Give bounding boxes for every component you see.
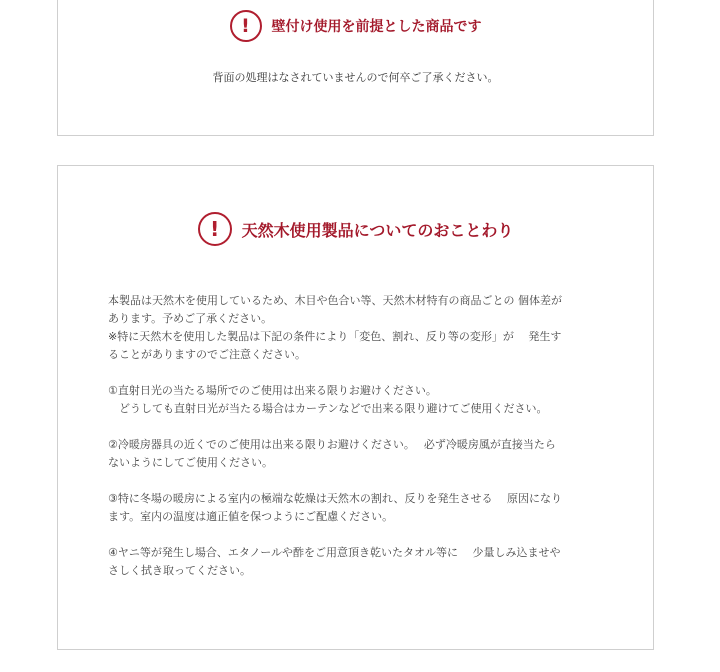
exclamation-circle-icon: ! <box>230 10 262 42</box>
natural-wood-body <box>108 292 608 580</box>
caution-item-1: ①直射日光の当たる場所でのご使用は出来る限りお避けください。 <box>108 384 437 397</box>
wall-mount-heading-text: 壁付け使用を前提とした商品です <box>271 19 482 35</box>
caution-item-3: ③特に冬場の暖房による室内の極端な乾燥は天然木の割れ、反りを発生させる 原因になり <box>108 492 563 505</box>
intro-line: あります。予めご了承ください。 <box>108 312 273 325</box>
wall-mount-note: 背面の処理はなされていませんので何卒ご了承ください。 <box>212 71 499 84</box>
caution-item-4-cont: さしく拭き取ってください。 <box>108 564 251 577</box>
natural-wood-heading <box>58 212 653 246</box>
intro-line: 本製品は天然木を使用しているため、木目や色合い等、天然木材特有の商品ごとの 個体差が <box>108 294 563 307</box>
intro-line: ることがありますのでご注意ください。 <box>108 348 306 361</box>
exclamation-circle-icon: ! <box>198 212 232 246</box>
caution-item-4: ④ヤニ等が発生し場合、エタノールや酢をご用意頂き乾いたタオル等に 少量しみ込ませや <box>108 546 561 559</box>
wall-mount-heading <box>58 10 653 42</box>
caution-item-2: ②冷暖房器具の近くでのご使用は出来る限りお避けください。 必ず冷暖房風が直接当たら <box>108 438 556 451</box>
intro-line: ※特に天然木を使用した製品は下記の条件により「変色、割れ、反り等の変形」が 発生す <box>108 330 562 343</box>
natural-wood-heading-text: 天然木使用製品についてのおことわり <box>241 220 514 240</box>
caution-item-3-cont: ます。室内の温度は適正値を保つようにご配慮ください。 <box>108 510 394 523</box>
natural-wood-notice-box <box>57 165 654 650</box>
caution-item-2-cont: ないようにしてご使用ください。 <box>108 456 273 469</box>
caution-item-1-cont: どうしても直射日光が当たる場合はカーテンなどで出来る限り避けてご使用ください。 <box>108 402 548 415</box>
wall-mount-notice-box <box>57 0 654 136</box>
